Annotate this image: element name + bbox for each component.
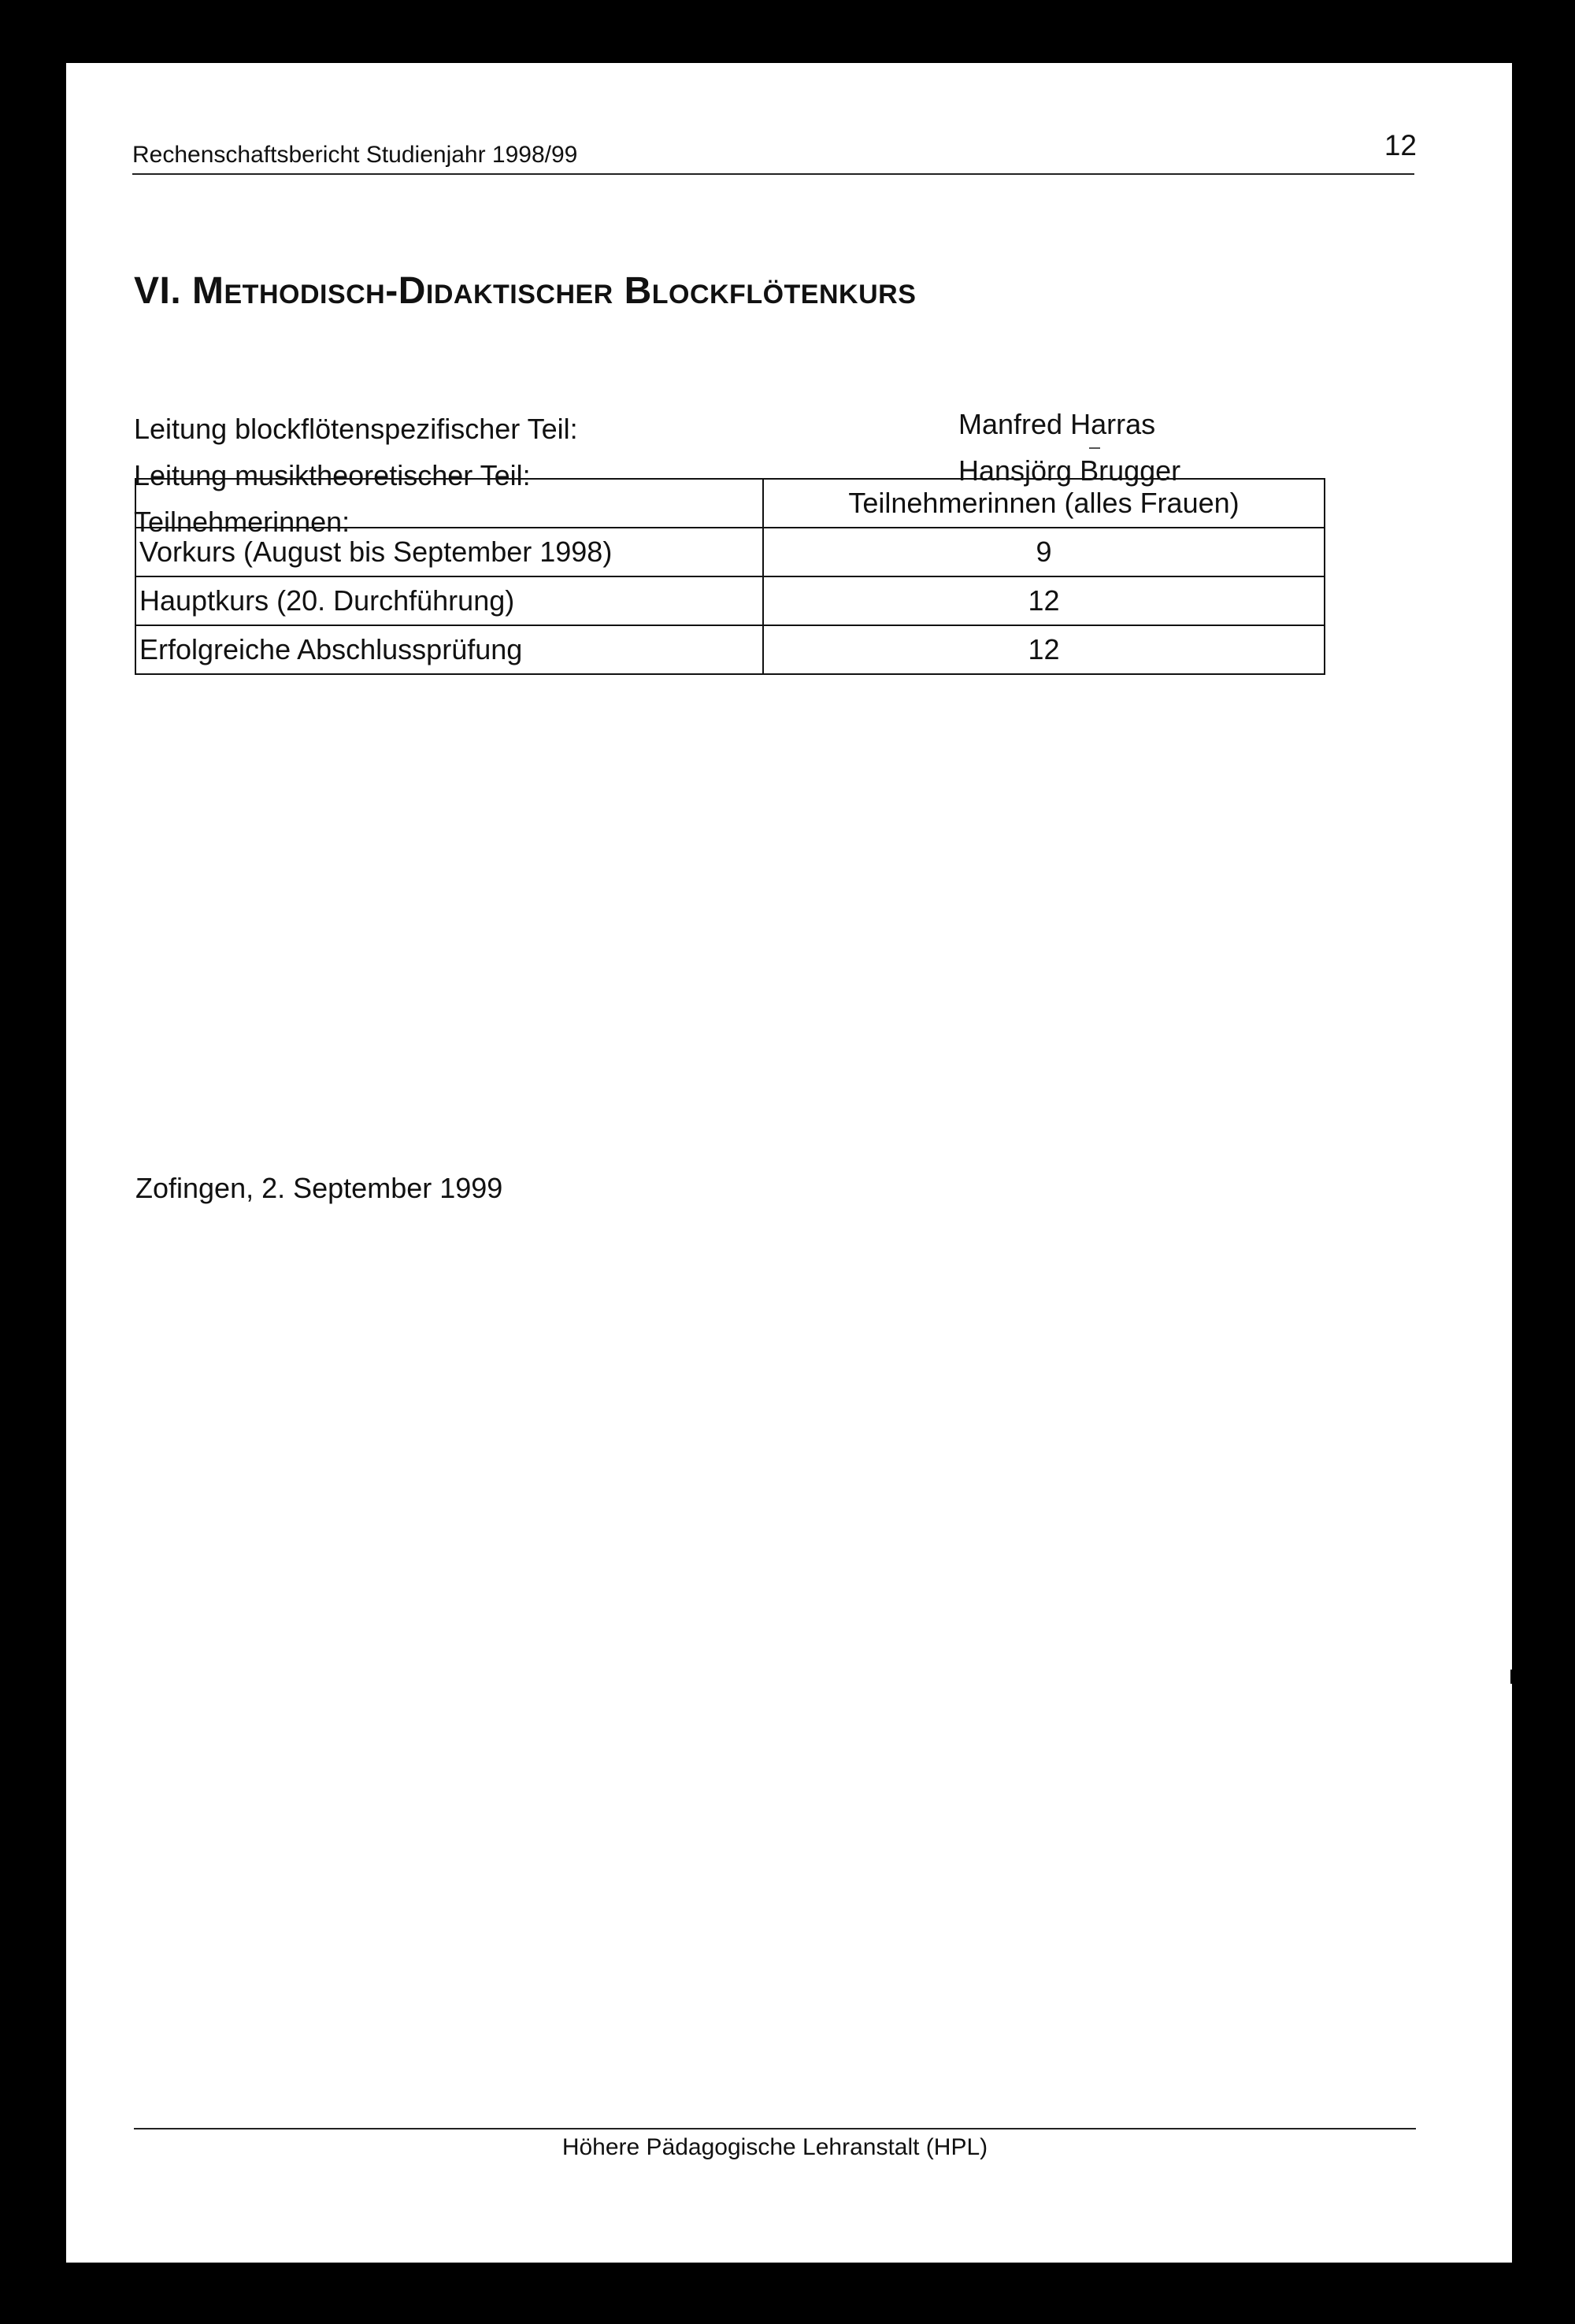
page-number: 12 — [1384, 129, 1417, 161]
footer-divider — [134, 2128, 1416, 2129]
stray-mark — [1089, 447, 1100, 449]
section-heading: VI. Methodisch-Didaktischer Blockflötenkurs — [134, 270, 917, 312]
info-row-leitung-blockfloete — [134, 408, 1410, 452]
place-and-date: Zofingen, 2. September 1999 — [135, 1172, 503, 1204]
header-divider — [132, 173, 1414, 175]
table-cell-label: Hauptkurs (20. Durchführung) — [135, 576, 763, 625]
running-header-title: Rechenschaftsbericht Studienjahr 1998/99 — [132, 142, 578, 168]
scan-edge-mark — [1510, 1670, 1514, 1684]
table-row — [135, 625, 1325, 674]
table-cell-label: Erfolgreiche Abschlussprüfung — [135, 625, 763, 674]
info-label: Leitung musiktheoretischer Teil: — [134, 459, 531, 491]
info-label: Leitung blockflötenspezifischer Teil: — [134, 413, 578, 445]
info-value: Hansjörg Brugger — [958, 454, 1181, 487]
table-header-cell — [135, 479, 763, 528]
table-header-row — [135, 479, 1325, 528]
table-cell-value: 12 — [763, 625, 1325, 674]
footer-institution: Höhere Pädagogische Lehranstalt (HPL) — [561, 2134, 988, 2160]
table-row — [135, 576, 1325, 625]
info-value: Manfred Harras — [958, 408, 1156, 440]
document-page — [66, 63, 1512, 2263]
info-label: Teilnehmerinnen: — [134, 506, 350, 538]
table-row — [135, 528, 1325, 576]
participants-table — [135, 478, 1325, 675]
table-cell-label: Vorkurs (August bis September 1998) — [135, 528, 763, 576]
table-header-cell: Teilnehmerinnen (alles Frauen) — [763, 479, 1325, 528]
table-cell-value: 12 — [763, 576, 1325, 625]
table-cell-value: 9 — [763, 528, 1325, 576]
